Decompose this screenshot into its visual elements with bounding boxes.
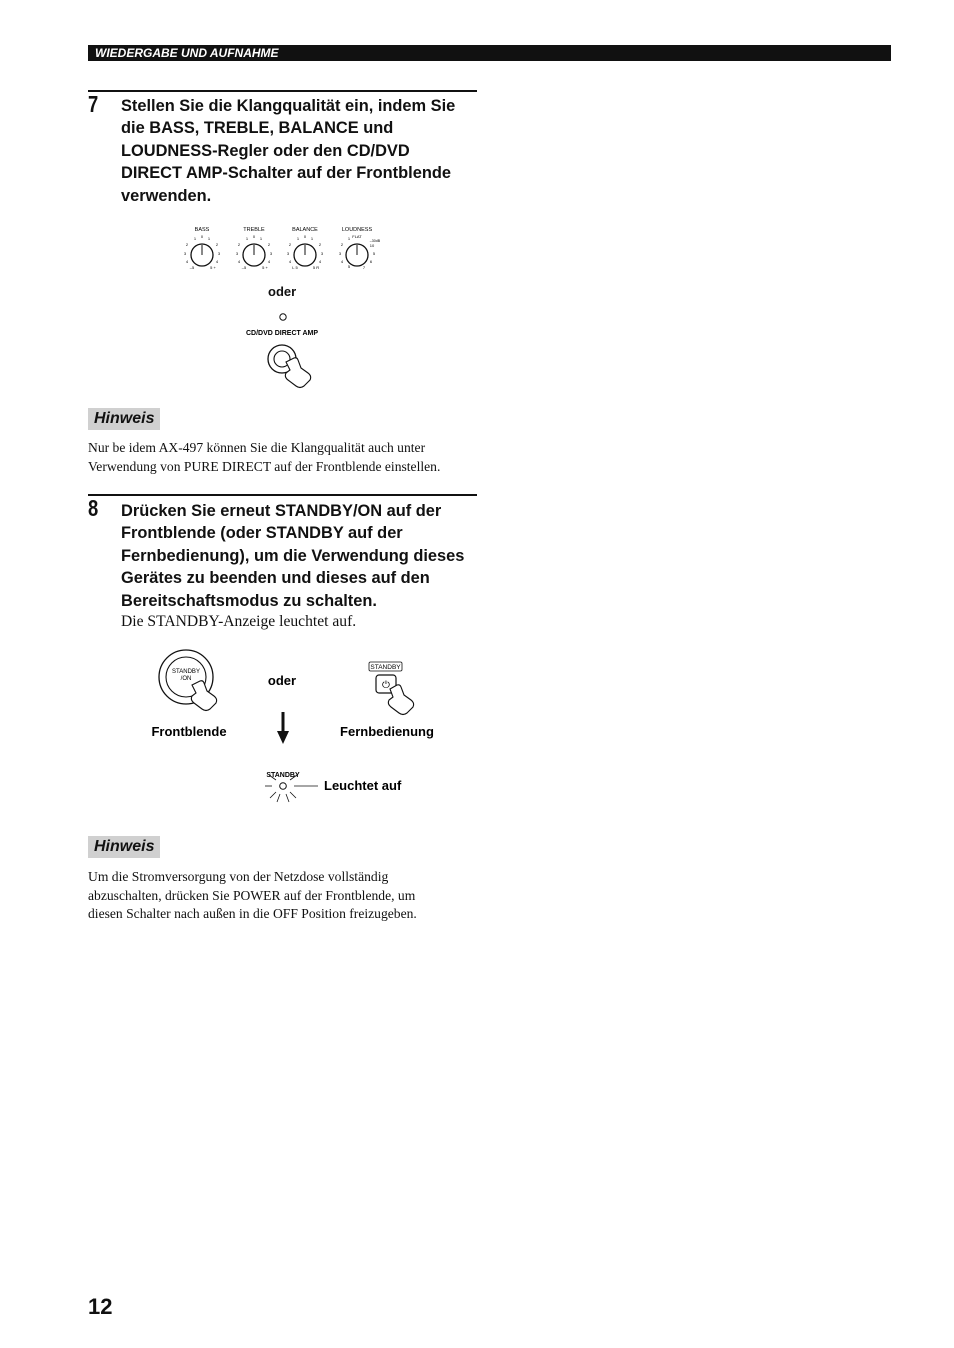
balance-mark: 1	[310, 236, 314, 241]
hinweis-label: Hinweis	[88, 836, 160, 858]
step7-number: 7	[88, 91, 99, 117]
step8-number: 8	[88, 495, 99, 521]
hinweis2-line: Um die Stromversorgung von der Netzdose vollständig	[88, 869, 389, 884]
pointing-hand-icon	[388, 685, 413, 715]
remote-label: Fernbedienung	[340, 724, 434, 739]
treble-mark: 1	[245, 236, 249, 241]
step7-oder: oder	[268, 284, 297, 299]
bass-mark: 3	[217, 251, 221, 256]
balance-mark: 1	[296, 236, 300, 241]
pointing-hand-icon	[191, 681, 216, 711]
treble-mark: 2	[237, 242, 241, 247]
balance-label: BALANCE	[292, 227, 318, 233]
loudness-mark: 5	[347, 264, 351, 269]
tone-controls-illustration	[180, 222, 390, 282]
treble-mark: 2	[267, 242, 271, 247]
standby-on-label: /ON	[180, 676, 192, 682]
balance-mark: 4	[288, 259, 292, 264]
loudness-label: LOUDNESS	[341, 227, 373, 233]
step7-instruction	[121, 95, 481, 207]
step8-line: Drücken Sie erneut STANDBY/ON auf der	[121, 502, 442, 520]
step8-subtext: Die STANDBY-Anzeige leuchtet auf.	[121, 613, 357, 630]
treble-mark: 3	[235, 251, 239, 256]
pointing-hand-icon	[285, 358, 310, 388]
remote-standby-label: STANDBY	[370, 664, 401, 671]
page-number: 12	[88, 1294, 113, 1319]
treble-mark: 4	[237, 259, 241, 264]
step8-line: Bereitschaftsmodus zu schalten.	[121, 591, 377, 610]
balance-mark: 3	[286, 251, 290, 256]
loudness-mark: FLAT	[352, 234, 362, 239]
bass-label: BASS	[194, 227, 210, 233]
treble-mark: 3	[269, 251, 273, 256]
loudness-mark: 5	[372, 251, 376, 256]
balance-mark: L 5	[292, 265, 298, 270]
hinweis1-text	[88, 439, 488, 476]
bass-mark: 2	[185, 242, 189, 247]
balance-mark: 3	[320, 251, 324, 256]
bass-mark: 5 +	[210, 265, 216, 270]
bass-mark: 4	[185, 259, 189, 264]
hinweis2-text	[88, 868, 488, 924]
treble-label: TREBLE	[243, 227, 265, 233]
step8-instruction	[121, 500, 481, 612]
treble-mark: –5	[241, 265, 247, 270]
step7-line: verwenden.	[121, 186, 212, 205]
hinweis2-line: abzuschalten, drücken Sie POWER auf der Frontblende, um	[88, 887, 416, 903]
step8-line: Frontblende (oder STANDBY auf der	[121, 524, 403, 543]
step8-line: Fernbedienung), um die Verwendung dieses	[121, 546, 465, 565]
bass-mark: 3	[183, 251, 187, 256]
step7-line: DIRECT AMP-Schalter auf der Frontblende	[121, 164, 451, 183]
step8-line: Gerätes zu beenden und dieses auf den	[121, 569, 430, 588]
bass-mark: 1	[193, 236, 197, 241]
balance-knob	[287, 227, 324, 270]
loudness-knob	[339, 227, 381, 270]
hinweis-label: Hinweis	[88, 408, 160, 430]
balance-mark: 0	[303, 234, 307, 239]
bass-knob	[184, 227, 221, 270]
step7-line: Stellen Sie die Klangqualität ein, indem Sie	[121, 97, 456, 115]
loudness-mark: 10	[369, 243, 375, 248]
loudness-mark: 6	[369, 259, 373, 264]
balance-mark: 2	[318, 242, 322, 247]
step8-rule	[88, 494, 477, 496]
bass-mark: –5	[189, 265, 195, 270]
step7-line: LOUDNESS-Regler oder den CD/DVD	[121, 141, 410, 160]
power-icon: ⏻	[382, 680, 390, 691]
treble-mark: 4	[267, 259, 271, 264]
bass-mark: 2	[215, 242, 219, 247]
step7-rule	[88, 90, 477, 92]
bass-mark: 0	[200, 234, 204, 239]
front-panel-label: Frontblende	[151, 724, 227, 739]
standby-on-label: STANDBY	[172, 669, 200, 675]
standby-illustration	[140, 645, 450, 810]
indicator-led-icon	[280, 314, 286, 320]
loudness-mark: 1	[347, 236, 351, 241]
step8-oder: oder	[267, 673, 297, 688]
bass-mark: 4	[215, 259, 219, 264]
loudness-mark: –30dB	[369, 239, 381, 243]
treble-mark: 1	[259, 236, 263, 241]
direct-amp-illustration	[230, 310, 340, 390]
loudness-mark: 3	[338, 251, 342, 256]
standby-indicator-label: STANDBY	[266, 772, 300, 779]
hinweis2-line: diesen Schalter nach außen in die OFF Position freizugeben.	[88, 906, 417, 922]
bass-mark: 1	[207, 236, 211, 241]
hinweis1-line: Nur be idem AX-497 können Sie die Klangqualität auch unter	[88, 440, 426, 455]
balance-mark: 5 R	[312, 265, 320, 270]
treble-knob	[236, 227, 273, 270]
step7-line: die BASS, TREBLE, BALANCE und	[121, 119, 394, 138]
balance-mark: 4	[318, 259, 322, 264]
treble-mark: 0	[252, 234, 256, 239]
lit-label: Leuchtet auf	[324, 778, 402, 793]
loudness-mark: 7	[362, 265, 366, 270]
direct-amp-label: CD/DVD DIRECT AMP	[245, 330, 319, 337]
treble-mark: 5 +	[262, 265, 268, 270]
section-header: WIEDERGABE UND AUFNAHME	[88, 45, 891, 61]
hinweis1-line: Verwendung von PURE DIRECT auf der Frontblende einstellen.	[88, 458, 441, 474]
loudness-mark: 2	[340, 242, 344, 247]
arrow-down-icon	[277, 712, 289, 744]
lit-indicator-icon	[265, 775, 318, 802]
loudness-mark: 4	[340, 259, 344, 264]
balance-mark: 2	[288, 242, 292, 247]
